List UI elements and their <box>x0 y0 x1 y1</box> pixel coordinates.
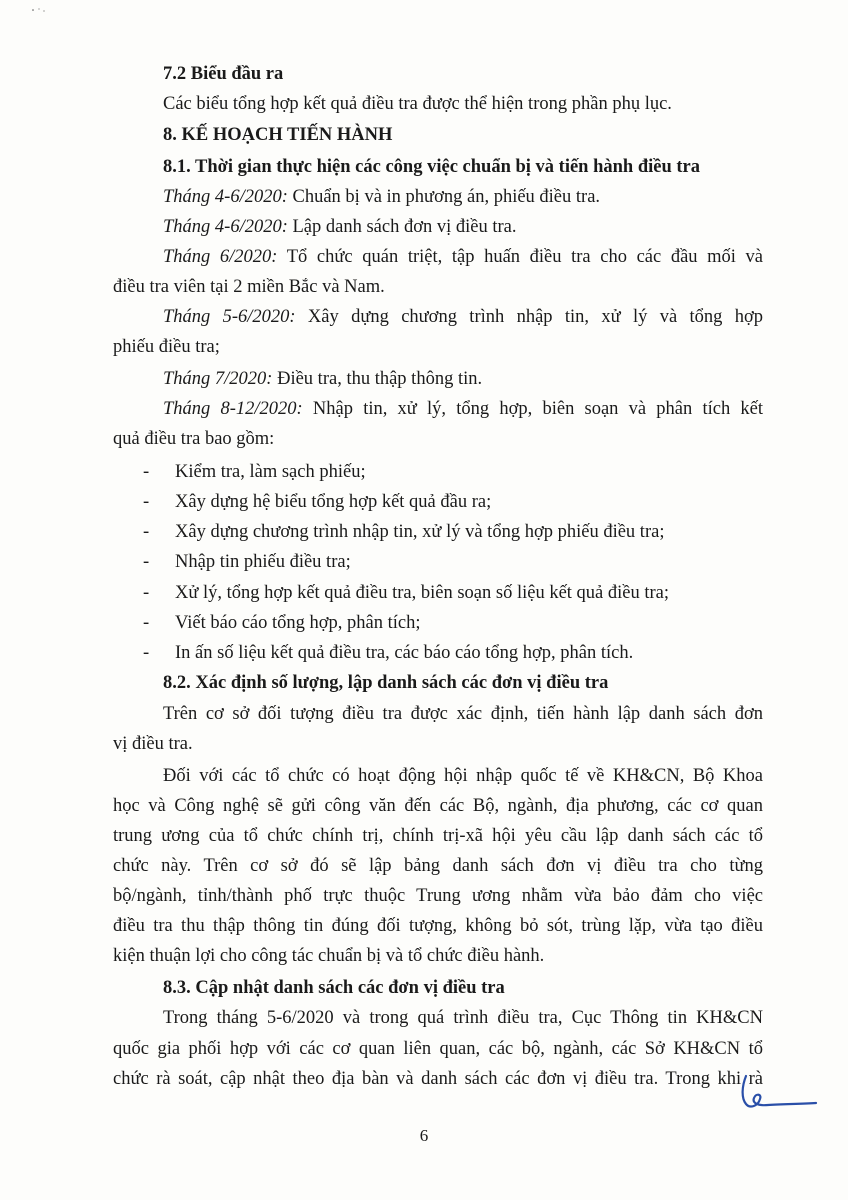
paragraph-line: trung ương của tổ chức chính trị, chính trị-xã hội yêu cầu lập danh sách các tổ <box>113 826 763 846</box>
bullet-dash: - <box>143 522 150 542</box>
scan-speck-icon <box>30 6 50 14</box>
bullet-dash: - <box>143 643 150 663</box>
schedule-date: Tháng 6/2020: <box>163 247 278 267</box>
paragraph-line: quốc gia phối hợp với các cơ quan liên quan, các bộ, ngành, các Sở KH&CN tổ <box>113 1039 763 1059</box>
bullet-dash: - <box>143 583 150 603</box>
schedule-text: Lập danh sách đơn vị điều tra. <box>287 217 517 237</box>
list-item: Viết báo cáo tổng hợp, phân tích; <box>175 613 421 633</box>
paragraph-line: học và Công nghệ sẽ gửi công văn đến các Bộ, ngành, địa phương, các cơ quan <box>113 796 763 816</box>
bullet-dash: - <box>143 492 150 512</box>
paragraph-line: Trong tháng 5-6/2020 và trong quá trình điều tra, Cục Thông tin KH&CN <box>163 1008 763 1028</box>
paragraph-line: Trên cơ sở đối tượng điều tra được xác định, tiến hành lập danh sách đơn <box>163 704 763 724</box>
schedule-item <box>163 182 600 212</box>
schedule-item <box>163 364 482 394</box>
paragraph-line: vị điều tra. <box>113 734 193 754</box>
paragraph-line: điều tra thu thập thông tin đúng đối tượng, không bỏ sót, trùng lặp, vừa tạo điều <box>113 916 763 936</box>
schedule-item-continuation: điều tra viên tại 2 miền Bắc và Nam. <box>113 277 385 297</box>
schedule-item <box>163 212 517 242</box>
paragraph-line: bộ/ngành, tỉnh/thành phố trực thuộc Trung ương nhằm vừa bảo đảm cho việc <box>113 886 763 906</box>
bullet-dash: - <box>143 552 150 572</box>
paragraph-line: Đối với các tổ chức có hoạt động hội nhập quốc tế về KH&CN, Bộ Khoa <box>163 766 763 786</box>
schedule-text: Nhập tin, xử lý, tổng hợp, biên soạn và phân tích kết <box>302 399 764 419</box>
list-item: Xây dựng chương trình nhập tin, xử lý và tổng hợp phiếu điều tra; <box>175 522 665 542</box>
schedule-text: Tổ chức quán triệt, tập huấn điều tra cho các đầu mối và <box>277 247 764 267</box>
schedule-date: Tháng 5-6/2020: <box>163 307 296 327</box>
list-item: In ấn số liệu kết quả điều tra, các báo cáo tổng hợp, phân tích. <box>175 643 634 663</box>
heading-7-2: 7.2 Biểu đầu ra <box>163 64 284 84</box>
schedule-text: Điều tra, thu thập thông tin. <box>272 369 483 389</box>
list-item: Xử lý, tổng hợp kết quả điều tra, biên soạn số liệu kết quả điều tra; <box>175 583 670 603</box>
bullet-dash: - <box>143 613 150 633</box>
schedule-item-continuation: phiếu điều tra; <box>113 337 220 357</box>
schedule-text: Xây dựng chương trình nhập tin, xử lý và tổng hợp <box>295 307 764 327</box>
list-item: Kiểm tra, làm sạch phiếu; <box>175 462 366 482</box>
schedule-date: Tháng 4-6/2020: <box>163 217 288 237</box>
handwritten-signature-icon <box>738 1072 818 1116</box>
schedule-text: Chuẩn bị và in phương án, phiếu điều tra. <box>287 187 601 207</box>
schedule-item <box>163 242 763 272</box>
heading-8-3: 8.3. Cập nhật danh sách các đơn vị điều tra <box>163 978 505 998</box>
schedule-item-continuation: quả điều tra bao gồm: <box>113 429 275 449</box>
heading-8-1: 8.1. Thời gian thực hiện các công việc chuẩn bị và tiến hành điều tra <box>163 157 701 177</box>
paragraph-line: kiện thuận lợi cho công tác chuẩn bị và tổ chức điều hành. <box>113 946 545 966</box>
paragraph-line: chức này. Trên cơ sở đó sẽ lập bảng danh sách đơn vị điều tra cho từng <box>113 856 763 876</box>
schedule-item <box>163 302 763 332</box>
paragraph-7-2: Các biểu tổng hợp kết quả điều tra được thể hiện trong phần phụ lục. <box>163 94 672 114</box>
bullet-dash: - <box>143 462 150 482</box>
schedule-date: Tháng 4-6/2020: <box>163 187 288 207</box>
schedule-item <box>163 394 763 424</box>
heading-8: 8. KẾ HOẠCH TIẾN HÀNH <box>163 125 393 145</box>
schedule-date: Tháng 8-12/2020: <box>163 399 303 419</box>
paragraph-line: chức rà soát, cập nhật theo địa bàn và danh sách các đơn vị điều tra. Trong khi rà <box>113 1069 763 1089</box>
list-item: Xây dựng hệ biểu tổng hợp kết quả đầu ra; <box>175 492 492 512</box>
schedule-date: Tháng 7/2020: <box>163 369 273 389</box>
page-number: 6 <box>419 1126 429 1145</box>
list-item: Nhập tin phiếu điều tra; <box>175 552 351 572</box>
heading-8-2: 8.2. Xác định số lượng, lập danh sách các đơn vị điều tra <box>163 673 609 693</box>
